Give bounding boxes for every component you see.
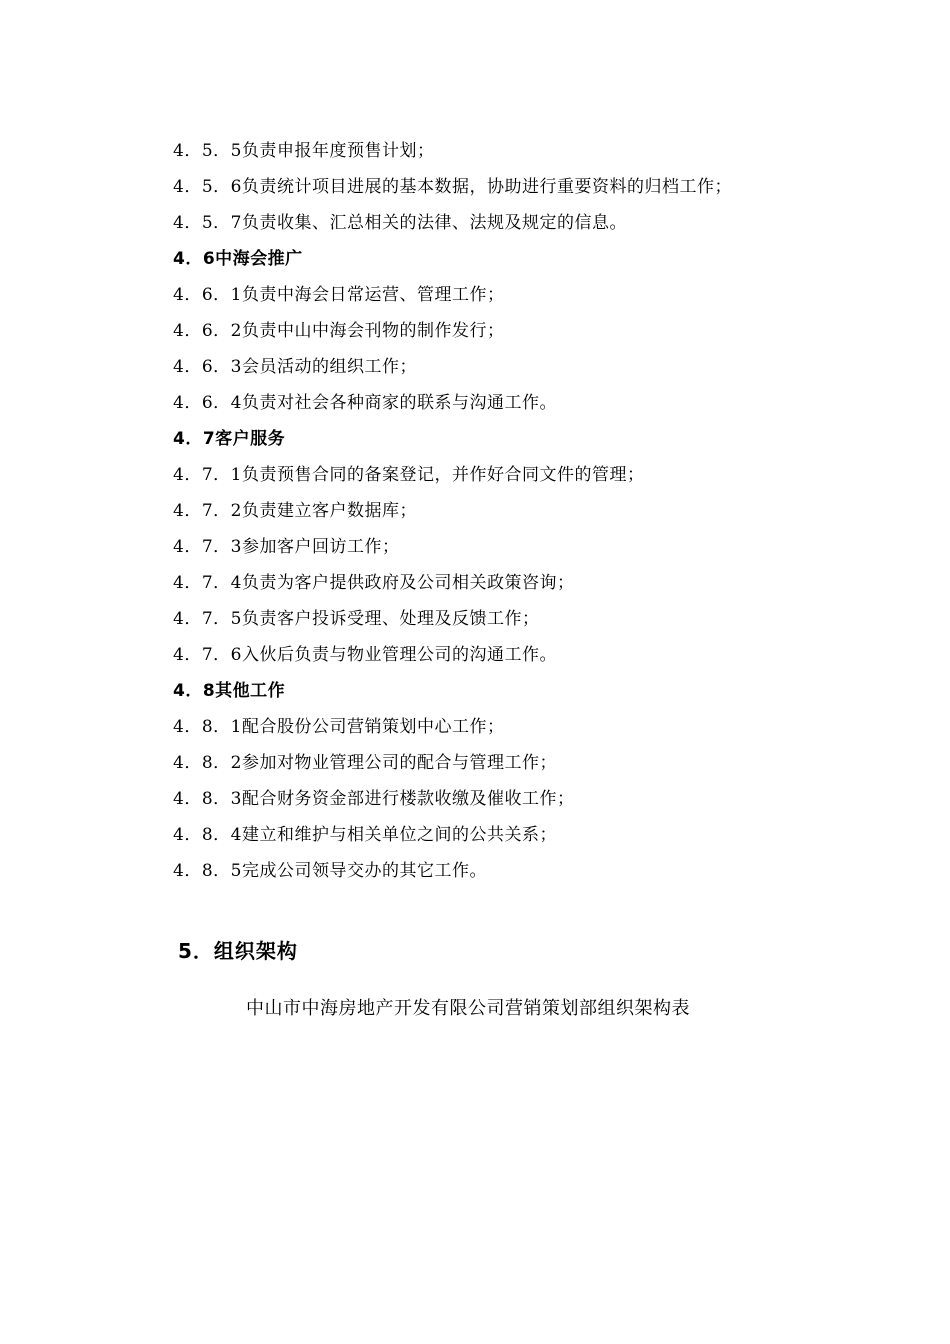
duty-line: 4．8．1配合股份公司营销策划中心工作； xyxy=(173,717,505,737)
section-title: 5．组织架构 xyxy=(178,939,298,963)
duty-line: 4．6．3会员活动的组织工作； xyxy=(173,357,417,377)
org-chart-caption: 中山市中海房地产开发有限公司营销策划部组织架构表 xyxy=(246,998,690,1019)
duty-line: 4．7．3参加客户回访工作； xyxy=(173,537,400,557)
duty-line: 4．8．2参加对物业管理公司的配合与管理工作； xyxy=(173,753,557,773)
duty-line: 4．6．4负责对社会各种商家的联系与沟通工作。 xyxy=(173,393,557,413)
duty-line: 4．8．4建立和维护与相关单位之间的公共关系； xyxy=(173,825,557,845)
duty-line: 4．7．1负责预售合同的备案登记，并作好合同文件的管理； xyxy=(173,465,645,485)
duty-line: 4．7．5负责客户投诉受理、处理及反馈工作； xyxy=(173,609,540,629)
duty-line: 4．5．5负责申报年度预售计划； xyxy=(173,141,435,161)
duty-line: 4．8．3配合财务资金部进行楼款收缴及催收工作； xyxy=(173,789,575,809)
duty-list xyxy=(173,136,873,892)
duty-line: 4．6．1负责中海会日常运营、管理工作； xyxy=(173,285,505,305)
subsection-heading: 4．7客户服务 xyxy=(173,429,286,449)
duty-line: 4．6．2负责中山中海会刊物的制作发行； xyxy=(173,321,505,341)
duty-line: 4．7．4负责为客户提供政府及公司相关政策咨询； xyxy=(173,573,575,593)
subsection-heading: 4．8其他工作 xyxy=(173,681,286,701)
duty-line: 4．8．5完成公司领导交办的其它工作。 xyxy=(173,861,487,881)
duty-line: 4．7．2负责建立客户数据库； xyxy=(173,501,417,521)
subsection-heading: 4．6中海会推广 xyxy=(173,249,303,269)
duty-line: 4．7．6入伙后负责与物业管理公司的沟通工作。 xyxy=(173,645,557,665)
duty-line: 4．5．6负责统计项目进展的基本数据，协助进行重要资料的归档工作； xyxy=(173,177,732,197)
duty-line: 4．5．7负责收集、汇总相关的法律、法规及规定的信息。 xyxy=(173,213,627,233)
